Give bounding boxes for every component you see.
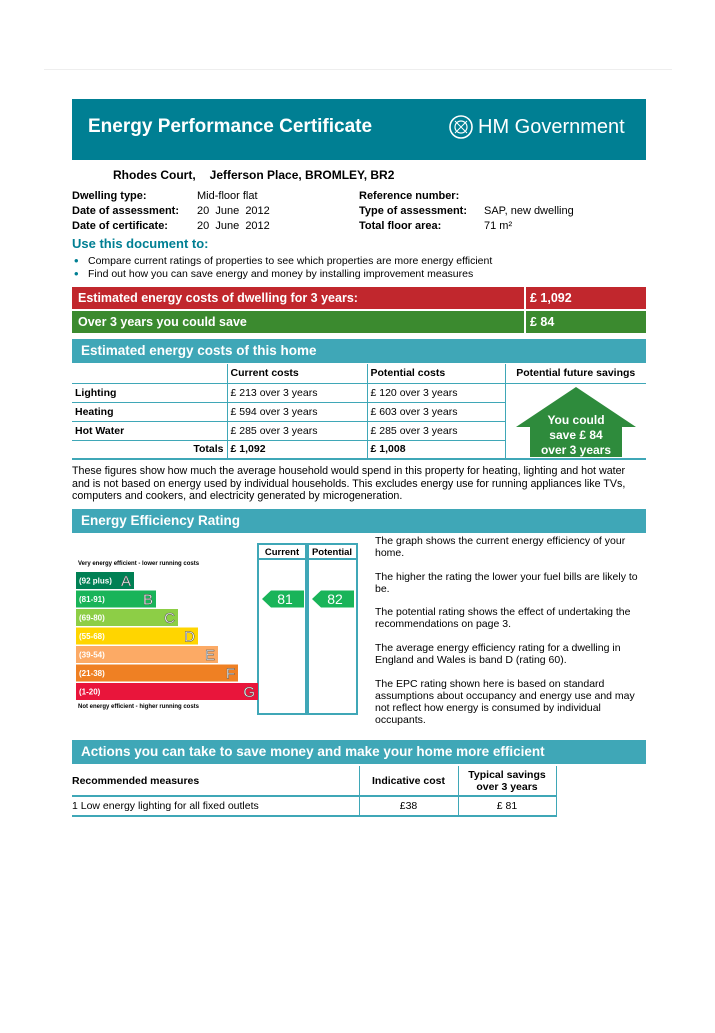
col-future-savings: Potential future savings <box>505 364 646 383</box>
gov-name: HM Government <box>478 115 625 138</box>
table-header-row <box>72 364 646 383</box>
band-letter: D <box>184 628 195 646</box>
savings-line-3: over 3 years <box>540 443 612 457</box>
certificate-header <box>72 99 646 160</box>
col-typical-savings <box>458 766 556 796</box>
total-current: £ 1,092 <box>227 440 367 459</box>
hm-government-logo <box>448 114 625 140</box>
measure-savings: £ 81 <box>458 796 556 816</box>
costs-section-heading <box>72 339 646 363</box>
table-row <box>72 796 556 816</box>
potential-rating-value: 82 <box>327 591 343 607</box>
estimated-costs-label: Estimated energy costs of dwelling for 3 years: <box>78 291 358 305</box>
estimated-costs-value: £ 1,092 <box>524 287 646 309</box>
band-letter: A <box>120 573 131 590</box>
potential-column-frame <box>308 544 357 714</box>
measure-name: 1 Low energy lighting for all fixed outlets <box>72 796 359 816</box>
actions-section-heading <box>72 740 646 764</box>
col-recommended-measures: Recommended measures <box>72 766 359 796</box>
certificate-date-value: 20 June 2012 <box>197 220 270 232</box>
savings-value: £ 84 <box>524 311 646 333</box>
inefficient-note: Not energy efficient - higher running costs <box>78 704 200 710</box>
address-line-1: Rhodes Court, <box>113 168 196 182</box>
current-column-frame <box>258 544 306 714</box>
table-header-row <box>72 766 556 796</box>
property-address <box>113 168 394 182</box>
dwelling-type-value: Mid-floor flat <box>197 190 258 202</box>
potential-cost: £ 603 over 3 years <box>367 402 505 421</box>
current-rating-value: 81 <box>277 591 293 607</box>
rating-section-heading <box>72 509 646 533</box>
energy-rating-chart <box>72 540 362 718</box>
current-cost: £ 213 over 3 years <box>227 383 367 402</box>
list-item: • Compare current ratings of properties to see which properties are more energy efficient <box>72 255 492 268</box>
details-right <box>359 189 574 234</box>
cost-item-name: Heating <box>72 402 227 421</box>
assessment-date-value: 20 June 2012 <box>197 205 270 217</box>
assessment-type-value: SAP, new dwelling <box>484 205 574 217</box>
savings-line-1: You could <box>547 413 605 427</box>
measure-cost: £38 <box>359 796 458 816</box>
potential-cost: £ 285 over 3 years <box>367 421 505 440</box>
list-item: • Find out how you can save energy and money by installing improvement measures <box>72 268 492 281</box>
dwelling-type-label: Dwelling type: <box>72 190 147 202</box>
rating-paragraph-2: The higher the rating the lower your fuel bills are likely to be. <box>375 571 638 595</box>
savings-header-line-2: over 3 years <box>476 780 538 793</box>
savings-arrow <box>506 383 646 461</box>
band-letter: B <box>142 591 153 609</box>
rating-paragraph-1: The graph shows the current energy efficiency of your home. <box>375 535 626 559</box>
actions-table <box>72 766 557 817</box>
rating-col-current: Current <box>264 547 300 558</box>
cost-item-name: Hot Water <box>72 421 227 440</box>
band-range-label: (55-68) <box>79 632 105 641</box>
savings-label: Over 3 years you could save <box>78 315 247 329</box>
band-letter: F <box>225 665 235 683</box>
use-document-list <box>72 255 492 281</box>
savings-bar <box>72 311 646 333</box>
current-cost: £ 285 over 3 years <box>227 421 367 440</box>
col-potential-costs: Potential costs <box>367 364 505 383</box>
savings-header-line-1: Typical savings <box>468 768 546 781</box>
assessment-date-label: Date of assessment: <box>72 205 179 217</box>
top-rule <box>44 69 672 70</box>
estimated-costs-bar <box>72 287 646 309</box>
col-current-costs: Current costs <box>227 364 367 383</box>
section-title: Estimated energy costs of this home <box>81 343 317 358</box>
band-range-label: (81-91) <box>79 595 105 604</box>
assessment-type-label: Type of assessment: <box>359 205 468 217</box>
band-range-label: (39-54) <box>79 650 105 660</box>
floor-area-label: Total floor area: <box>359 220 442 232</box>
band-letter: E <box>204 647 215 664</box>
potential-cost: £ 120 over 3 years <box>367 383 505 402</box>
current-cost: £ 594 over 3 years <box>227 402 367 421</box>
details-left <box>72 189 270 234</box>
rating-paragraph-4: The average energy efficiency rating for a dwelling in England and Wales is band D (rating 60). <box>375 642 621 666</box>
rating-band-g <box>76 683 258 700</box>
reference-number-label: Reference number: <box>359 190 460 202</box>
savings-line-2: save £ 84 <box>549 428 603 442</box>
section-title: Actions you can take to save money and make your home more efficient <box>81 744 545 759</box>
floor-area-value: 71 m² <box>484 220 513 232</box>
band-range-label: (69-80) <box>79 613 105 623</box>
band-letter: G <box>243 684 255 701</box>
band-letter: C <box>164 610 175 627</box>
totals-label: Totals <box>72 440 227 459</box>
address-line-2: Jefferson Place, BROMLEY, BR2 <box>209 168 395 182</box>
rating-paragraph-5: The EPC rating shown here is based on standard assumptions about occupancy and energy use and may not reflect how energy is consumed by individual occupants. <box>375 678 635 726</box>
col-indicative-cost: Indicative cost <box>359 766 458 796</box>
cost-item-name: Lighting <box>72 383 227 402</box>
royal-crest-icon <box>448 114 474 140</box>
band-range-label: (1-20) <box>79 687 101 697</box>
total-potential: £ 1,008 <box>367 440 505 459</box>
band-range-label: (92 plus) <box>79 576 112 586</box>
rating-paragraph-3: The potential rating shows the effect of undertaking the recommendations on page 3. <box>375 606 631 630</box>
costs-note: These figures show how much the average household would spend in this property for heating, lighting and hot water and is not based on energy used by individual households. This excludes energy use for running appliances like TVs, computers and cookers, and electricity generated by microgeneration. <box>72 465 626 502</box>
band-range-label: (21-38) <box>79 669 105 678</box>
section-title: Energy Efficiency Rating <box>81 513 241 528</box>
page-title: Energy Performance Certificate <box>88 116 373 137</box>
use-document-heading: Use this document to: <box>72 236 209 251</box>
efficient-note: Very energy efficient - lower running costs <box>78 561 200 567</box>
certificate-date-label: Date of certificate: <box>72 220 168 232</box>
rating-col-potential: Potential <box>311 547 353 558</box>
